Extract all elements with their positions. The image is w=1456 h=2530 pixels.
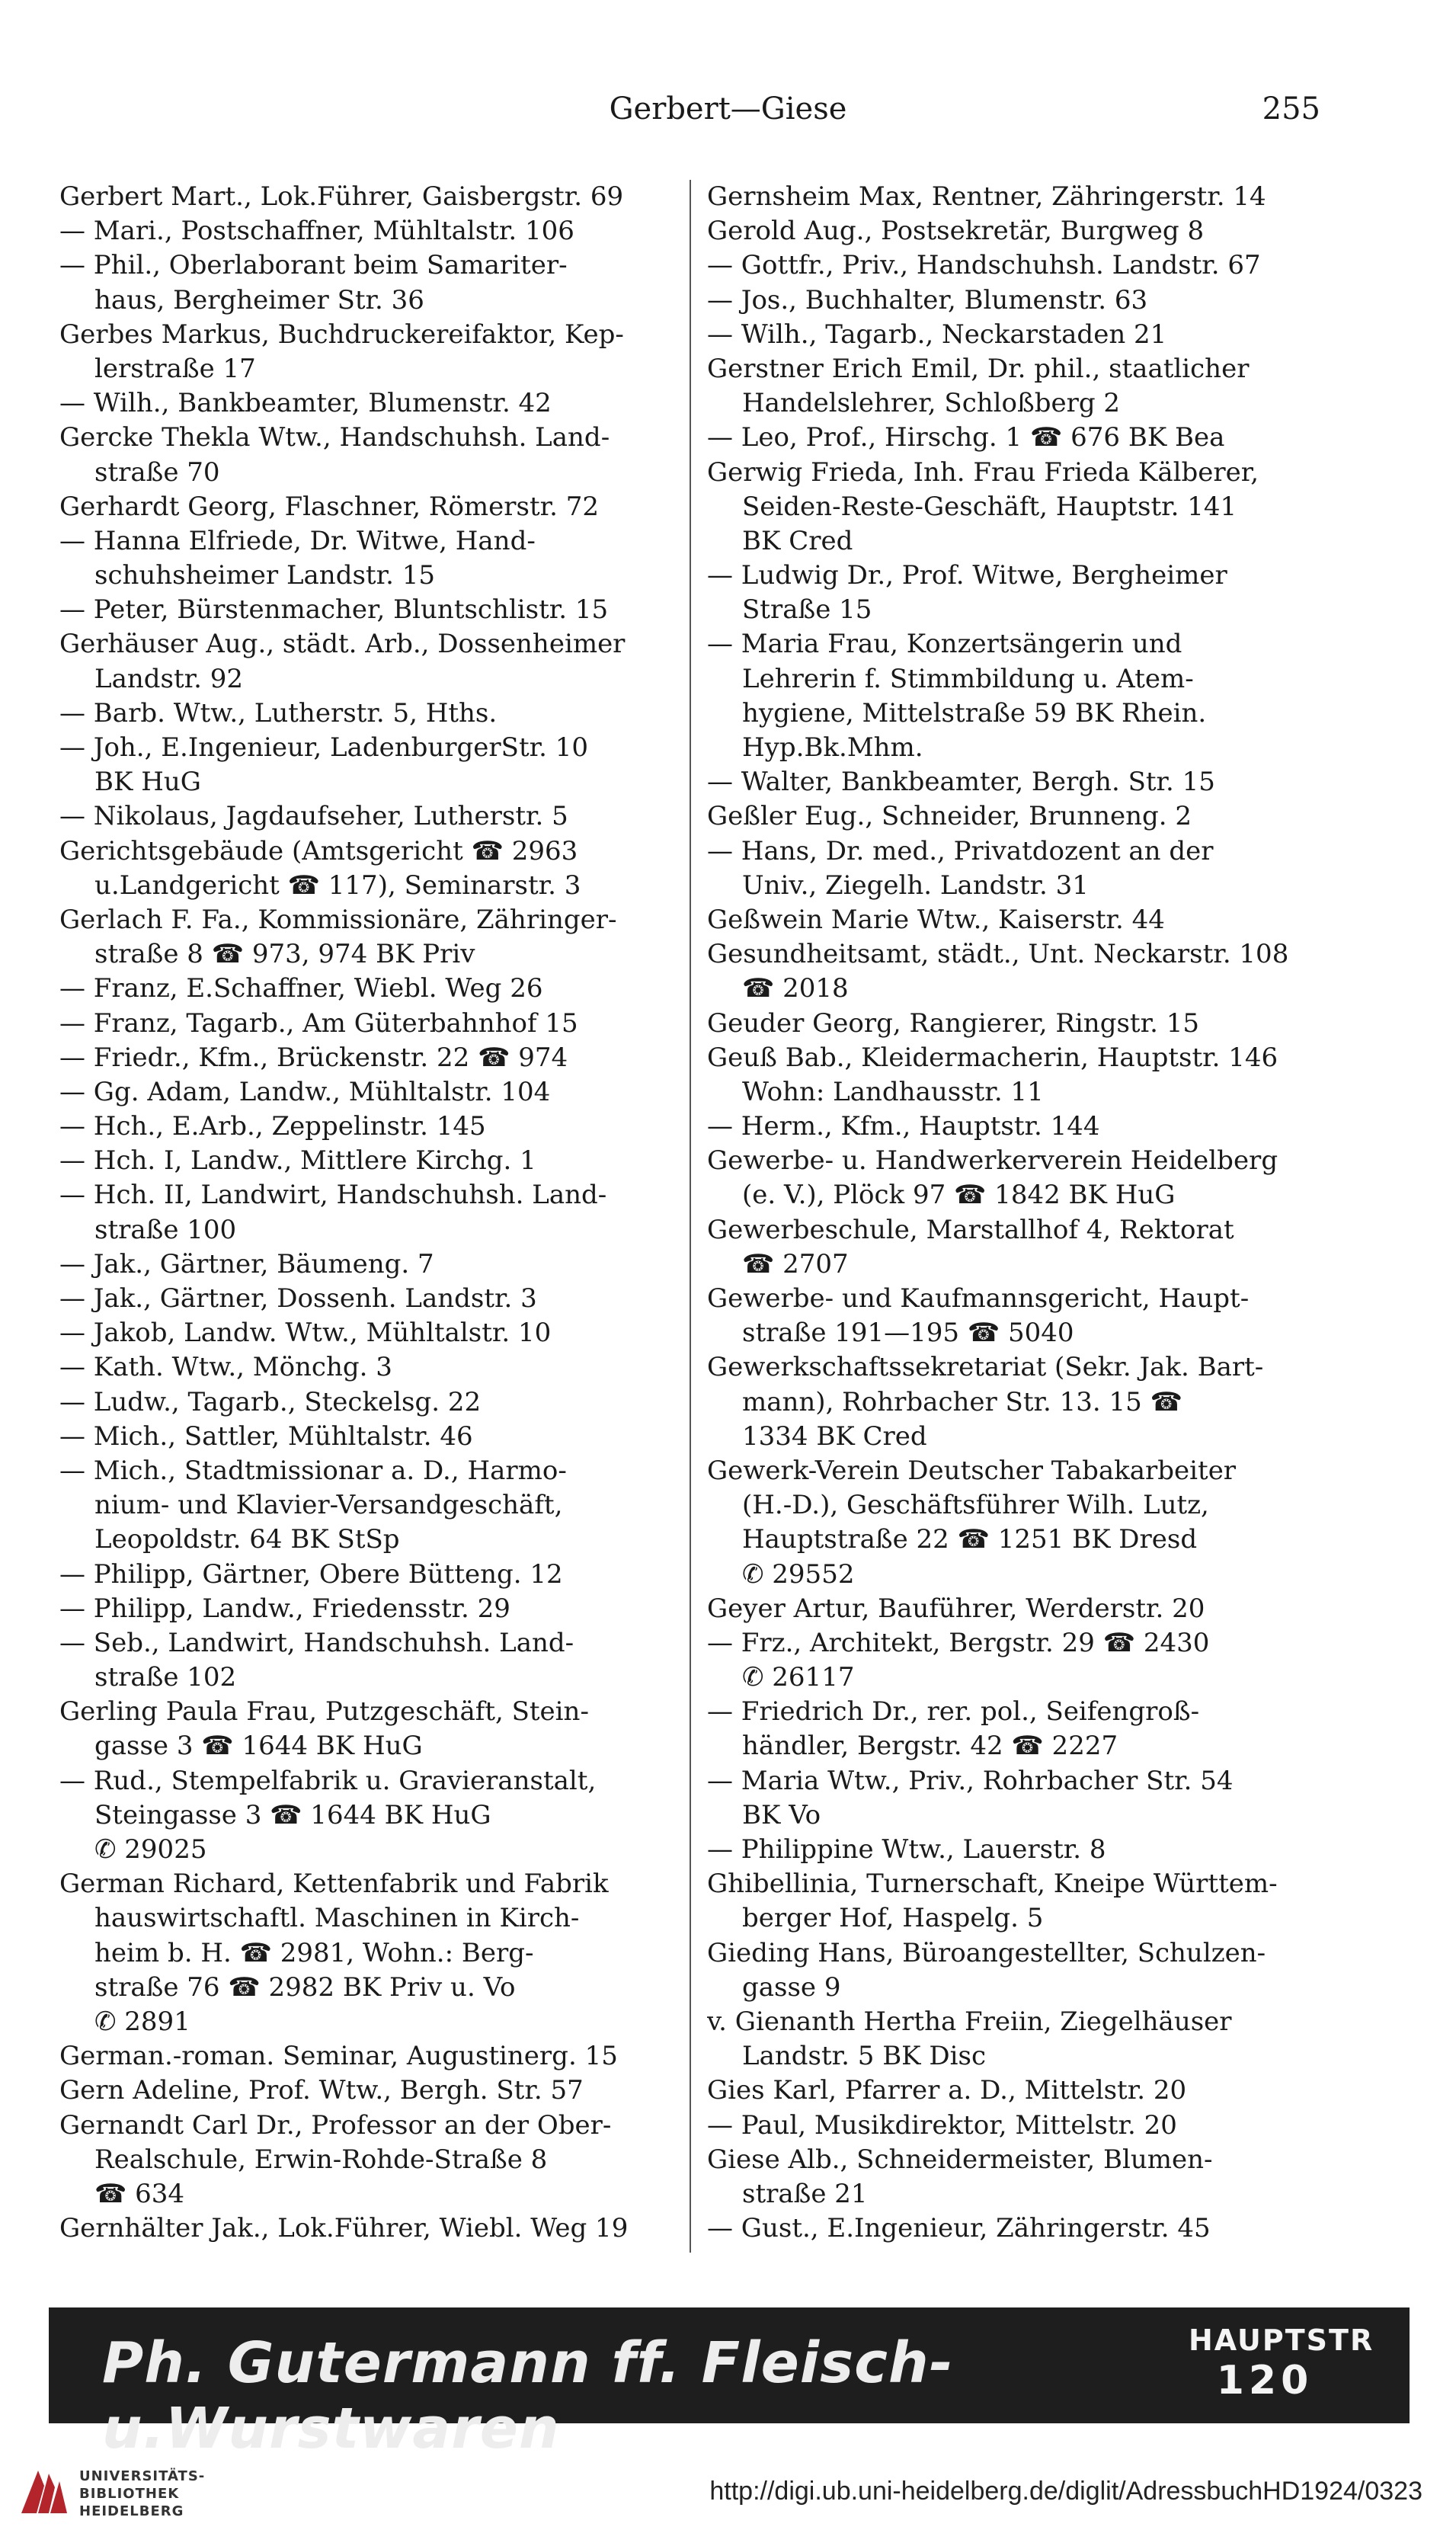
entry-line: Gerhäuser Aug., städt. Arb., Dossenheimer bbox=[59, 629, 626, 660]
entry-line: — Maria Wtw., Priv., Rohrbacher Str. 54 bbox=[707, 1765, 1234, 1796]
directory-entry bbox=[59, 1385, 684, 1420]
entry-line: Gerstner Erich Emil, Dr. phil., staatlicher bbox=[707, 353, 1250, 384]
entry-line: — Paul, Musikdirektor, Mittelstr. 20 bbox=[707, 2109, 1177, 2141]
directory-entry bbox=[707, 2074, 1324, 2108]
entry-line: gasse 9 bbox=[742, 1971, 841, 2003]
directory-entry bbox=[59, 1178, 684, 1247]
directory-entry bbox=[59, 731, 684, 799]
directory-entry bbox=[707, 1110, 1324, 1144]
entry-line: — Wilh., Tagarb., Neckarstaden 21 bbox=[707, 319, 1167, 350]
directory-entry bbox=[707, 799, 1324, 834]
directory-entry bbox=[707, 1213, 1324, 1282]
directory-entry bbox=[707, 1695, 1324, 1763]
directory-entry bbox=[59, 421, 684, 489]
directory-entry bbox=[59, 834, 684, 903]
directory-entry bbox=[59, 1007, 684, 1041]
directory-entry bbox=[707, 1454, 1324, 1592]
directory-entry bbox=[707, 2211, 1324, 2246]
directory-entry bbox=[59, 1247, 684, 1282]
entry-line: BK HuG bbox=[94, 767, 201, 798]
entry-line: Gernsheim Max, Rentner, Zähringerstr. 14 bbox=[707, 181, 1266, 212]
entry-line: — Hch. II, Landwirt, Handschuhsh. Land- bbox=[59, 1180, 607, 1211]
entry-line: gasse 3 ☎ 1644 BK HuG bbox=[94, 1731, 423, 1762]
directory-entry bbox=[59, 1075, 684, 1110]
entry-line: Wohn: Landhausstr. 11 bbox=[742, 1076, 1044, 1107]
directory-entry bbox=[59, 524, 684, 593]
directory-entry bbox=[59, 490, 684, 524]
entry-line: — Gust., E.Ingenieur, Zähringerstr. 45 bbox=[707, 2213, 1211, 2244]
directory-entry bbox=[707, 318, 1324, 352]
directory-entry bbox=[707, 421, 1324, 455]
directory-entry bbox=[707, 1041, 1324, 1110]
advertisement-house-number: 120 bbox=[1216, 2358, 1314, 2404]
directory-entry bbox=[707, 1592, 1324, 1626]
entry-line: Realschule, Erwin-Rohde-Straße 8 bbox=[94, 2144, 548, 2175]
entry-line: ✆ 26117 bbox=[742, 1662, 855, 1693]
entry-line: — Herm., Kfm., Hauptstr. 144 bbox=[707, 1111, 1100, 1142]
advertisement-address bbox=[1189, 2321, 1374, 2404]
entry-line: German Richard, Kettenfabrik und Fabrik bbox=[59, 1869, 609, 1900]
directory-entry bbox=[707, 1626, 1324, 1695]
entry-line: nium- und Klavier-Versandgeschäft, bbox=[94, 1490, 563, 1521]
entry-line: hauswirtschaftl. Maschinen in Kirch- bbox=[94, 1903, 580, 1934]
directory-entry bbox=[59, 318, 684, 386]
entry-line: Gerlach F. Fa., Kommissionäre, Zähringer- bbox=[59, 904, 617, 935]
directory-entry bbox=[59, 180, 684, 214]
directory-entry bbox=[59, 1558, 684, 1592]
directory-entry bbox=[707, 1282, 1324, 1350]
entry-line: — Friedr., Kfm., Brückenstr. 22 ☎ 974 bbox=[59, 1042, 568, 1073]
advertisement-banner bbox=[49, 2307, 1410, 2461]
directory-entry bbox=[707, 627, 1324, 765]
directory-entry bbox=[59, 1695, 684, 1763]
entry-line: Gerbes Markus, Buchdruckereifaktor, Kep- bbox=[59, 319, 624, 350]
entry-line: Gewerbe- u. Handwerkerverein Heidelberg bbox=[707, 1145, 1278, 1177]
directory-entry bbox=[59, 2109, 684, 2212]
entry-line: — Joh., E.Ingenieur, LadenburgerStr. 10 bbox=[59, 732, 589, 763]
entry-line: Gewerk-Verein Deutscher Tabakarbeiter bbox=[707, 1455, 1237, 1486]
directory-entry bbox=[707, 2005, 1324, 2074]
entry-line: ✆ 29552 bbox=[742, 1558, 855, 1590]
directory-entry bbox=[707, 248, 1324, 283]
page-footer bbox=[0, 2454, 1456, 2530]
entry-line: — Philipp, Landw., Friedensstr. 29 bbox=[59, 1593, 510, 1624]
directory-entry bbox=[59, 2074, 684, 2108]
directory-entry bbox=[59, 2211, 684, 2246]
directory-entry bbox=[707, 1007, 1324, 1041]
directory-entry bbox=[59, 1316, 684, 1350]
entry-line: Lehrerin f. Stimmbildung u. Atem- bbox=[742, 663, 1194, 694]
entry-line: lerstraße 17 bbox=[94, 353, 256, 384]
directory-entry bbox=[707, 765, 1324, 799]
entry-line: berger Hof, Haspelg. 5 bbox=[742, 1903, 1044, 1934]
entry-line: — Jakob, Landw. Wtw., Mühltalstr. 10 bbox=[59, 1318, 552, 1349]
source-url-link[interactable]: http://digi.ub.uni-heidelberg.de/diglit/AdressbuchHD1924/0323 bbox=[709, 2477, 1422, 2506]
entry-line: (H.-D.), Geschäftsführer Wilh. Lutz, bbox=[742, 1490, 1209, 1521]
entry-line: — Hch., E.Arb., Zeppelinstr. 145 bbox=[59, 1111, 486, 1142]
advertisement-street: HAUPTSTR bbox=[1189, 2323, 1374, 2357]
directory-entry bbox=[707, 352, 1324, 421]
directory-entry bbox=[707, 903, 1324, 937]
entry-line: straße 21 bbox=[742, 2178, 868, 2209]
directory-entry bbox=[707, 1764, 1324, 1833]
entry-line: — Hanna Elfriede, Dr. Witwe, Hand- bbox=[59, 525, 536, 556]
entry-line: Gerwig Frieda, Inh. Frau Frieda Kälberer, bbox=[707, 456, 1259, 488]
entry-line: Geyer Artur, Bauführer, Werderstr. 20 bbox=[707, 1593, 1205, 1624]
entry-line: Leopoldstr. 64 BK StSp bbox=[94, 1524, 400, 1555]
entry-line: — Jak., Gärtner, Bäumeng. 7 bbox=[59, 1248, 434, 1279]
entry-line: — Maria Frau, Konzertsängerin und bbox=[707, 629, 1182, 660]
page-title: Gerbert—Giese bbox=[609, 91, 847, 126]
directory-entry bbox=[59, 1454, 684, 1558]
entry-line: — Leo, Prof., Hirschg. 1 ☎ 676 BK Bea bbox=[707, 422, 1225, 453]
entry-line: — Mich., Sattler, Mühltalstr. 46 bbox=[59, 1420, 473, 1452]
entry-line: v. Gienanth Hertha Freiin, Ziegelhäuser bbox=[707, 2006, 1232, 2037]
entry-line: Gewerbe- und Kaufmannsgericht, Haupt- bbox=[707, 1283, 1250, 1314]
directory-entry bbox=[59, 1110, 684, 1144]
directory-entry bbox=[59, 1420, 684, 1454]
entry-line: Gernandt Carl Dr., Professor an der Ober- bbox=[59, 2109, 612, 2141]
entry-line: ☎ 2707 bbox=[742, 1248, 849, 1279]
entry-line: Landstr. 5 BK Disc bbox=[742, 2041, 987, 2072]
directory-entry bbox=[59, 1867, 684, 2039]
directory-entry bbox=[59, 1041, 684, 1075]
entry-line: Ghibellinia, Turnerschaft, Kneipe Württem- bbox=[707, 1869, 1278, 1900]
left-column bbox=[59, 180, 684, 2246]
entry-line: händler, Bergstr. 42 ☎ 2227 bbox=[742, 1731, 1118, 1762]
directory-entry bbox=[707, 456, 1324, 559]
entry-line: Gieding Hans, Büroangestellter, Schulzen- bbox=[707, 1937, 1266, 1968]
entry-line: — Ludw., Tagarb., Steckelsg. 22 bbox=[59, 1386, 482, 1417]
directory-entry bbox=[59, 1764, 684, 1868]
entry-line: — Nikolaus, Jagdaufseher, Lutherstr. 5 bbox=[59, 801, 568, 832]
entry-line: Straße 15 bbox=[742, 594, 872, 626]
entry-line: straße 100 bbox=[94, 1214, 237, 1245]
entry-line: haus, Bergheimer Str. 36 bbox=[94, 284, 424, 315]
entry-line: — Hch. I, Landw., Mittlere Kirchg. 1 bbox=[59, 1145, 536, 1177]
entry-line: Landstr. 92 bbox=[94, 663, 244, 694]
entry-line: — Mari., Postschaffner, Mühltalstr. 106 bbox=[59, 216, 574, 247]
entry-line: — Mich., Stadtmissionar a. D., Harmo- bbox=[59, 1455, 567, 1486]
directory-entry bbox=[707, 937, 1324, 1006]
directory-entry bbox=[59, 697, 684, 731]
entry-line: — Phil., Oberlaborant beim Samariter- bbox=[59, 250, 568, 281]
directory-entry bbox=[59, 1626, 684, 1695]
entry-line: Gercke Thekla Wtw., Handschuhsh. Land- bbox=[59, 422, 610, 453]
entry-line: ☎ 2018 bbox=[742, 973, 849, 1004]
entry-line: Steingasse 3 ☎ 1644 BK HuG bbox=[94, 1799, 491, 1830]
entry-line: — Kath. Wtw., Mönchg. 3 bbox=[59, 1352, 392, 1383]
entry-line: Geuder Georg, Rangierer, Ringstr. 15 bbox=[707, 1007, 1199, 1039]
directory-entry bbox=[59, 1592, 684, 1626]
entry-line: — Peter, Bürstenmacher, Bluntschlistr. 15 bbox=[59, 594, 609, 626]
entry-line: BK Cred bbox=[742, 525, 853, 556]
entry-line: — Philipp, Gärtner, Obere Bütteng. 12 bbox=[59, 1558, 563, 1590]
entry-line: straße 8 ☎ 973, 974 BK Priv bbox=[94, 939, 475, 970]
entry-line: Gerbert Mart., Lok.Führer, Gaisbergstr. 69 bbox=[59, 181, 624, 212]
entry-line: Gernhälter Jak., Lok.Führer, Wiebl. Weg 19 bbox=[59, 2213, 629, 2244]
university-library-logo-icon bbox=[15, 2463, 72, 2519]
entry-line: Hauptstraße 22 ☎ 1251 BK Dresd bbox=[742, 1524, 1198, 1555]
advertisement-text: Ph. Gutermann ff. Fleisch-u.Wurstwaren bbox=[102, 2330, 954, 2461]
column-divider bbox=[690, 180, 691, 2253]
directory-entry bbox=[59, 593, 684, 627]
directory-entry bbox=[707, 1350, 1324, 1454]
entry-line: BK Vo bbox=[742, 1799, 821, 1830]
directory-entry bbox=[707, 834, 1324, 903]
directory-entry bbox=[707, 180, 1324, 214]
entry-line: — Seb., Landwirt, Handschuhsh. Land- bbox=[59, 1627, 574, 1658]
entry-line: Gerling Paula Frau, Putzgeschäft, Stein- bbox=[59, 1696, 589, 1728]
entry-line: — Gg. Adam, Landw., Mühltalstr. 104 bbox=[59, 1076, 551, 1107]
entry-line: Geßler Eug., Schneider, Brunneng. 2 bbox=[707, 801, 1192, 832]
right-column bbox=[707, 180, 1324, 2246]
entry-line: ☎ 634 bbox=[94, 2178, 185, 2209]
directory-entry bbox=[59, 799, 684, 834]
directory-entry bbox=[707, 1867, 1324, 1936]
entry-line: Geßwein Marie Wtw., Kaiserstr. 44 bbox=[707, 904, 1165, 935]
page-number: 255 bbox=[1262, 91, 1320, 126]
entry-line: Gerold Aug., Postsekretär, Burgweg 8 bbox=[707, 216, 1205, 247]
entry-line: Handelslehrer, Schloßberg 2 bbox=[742, 388, 1121, 419]
entry-line: hygiene, Mittelstraße 59 BK Rhein. bbox=[742, 697, 1207, 729]
directory-entry bbox=[59, 903, 684, 972]
entry-line: Univ., Ziegelh. Landstr. 31 bbox=[742, 869, 1089, 901]
directory-entry bbox=[59, 972, 684, 1006]
directory-entry bbox=[707, 2143, 1324, 2211]
entry-line: — Frz., Architekt, Bergstr. 29 ☎ 2430 bbox=[707, 1627, 1210, 1658]
entry-line: — Hans, Dr. med., Privatdozent an der bbox=[707, 835, 1214, 866]
entry-line: — Franz, Tagarb., Am Güterbahnhof 15 bbox=[59, 1007, 578, 1039]
entry-line: — Franz, E.Schaffner, Wiebl. Weg 26 bbox=[59, 973, 543, 1004]
entry-line: ✆ 29025 bbox=[94, 1834, 207, 1865]
entry-line: — Philippine Wtw., Lauerstr. 8 bbox=[707, 1834, 1106, 1865]
entry-line: Geuß Bab., Kleidermacherin, Hauptstr. 146 bbox=[707, 1042, 1278, 1073]
entry-line: — Gottfr., Priv., Handschuhsh. Landstr. 67 bbox=[707, 250, 1261, 281]
entry-line: Gies Karl, Pfarrer a. D., Mittelstr. 20 bbox=[707, 2075, 1187, 2106]
directory-entry bbox=[707, 559, 1324, 627]
entry-line: — Jak., Gärtner, Dossenh. Landstr. 3 bbox=[59, 1283, 537, 1314]
page-header bbox=[0, 91, 1456, 137]
entry-line: Hyp.Bk.Mhm. bbox=[742, 732, 923, 763]
entry-line: — Barb. Wtw., Lutherstr. 5, Hths. bbox=[59, 697, 498, 729]
entry-line: u.Landgericht ☎ 117), Seminarstr. 3 bbox=[94, 869, 581, 901]
entry-line: straße 70 bbox=[94, 456, 220, 488]
entry-line: — Jos., Buchhalter, Blumenstr. 63 bbox=[707, 284, 1148, 315]
entry-line: (e. V.), Plöck 97 ☎ 1842 BK HuG bbox=[742, 1180, 1176, 1211]
entry-line: Gerhardt Georg, Flaschner, Römerstr. 72 bbox=[59, 491, 600, 522]
directory-entry bbox=[59, 214, 684, 248]
entry-line: Gewerbeschule, Marstallhof 4, Rektorat bbox=[707, 1214, 1234, 1245]
directory-entry bbox=[59, 1282, 684, 1316]
entry-line: 1334 BK Cred bbox=[742, 1420, 927, 1452]
entry-line: — Walter, Bankbeamter, Bergh. Str. 15 bbox=[707, 767, 1215, 798]
entry-line: Gerichtsgebäude (Amtsgericht ☎ 2963 bbox=[59, 835, 578, 866]
directory-entry bbox=[59, 1144, 684, 1178]
entry-line: — Ludwig Dr., Prof. Witwe, Bergheimer bbox=[707, 560, 1227, 591]
directory-entry bbox=[707, 1144, 1324, 1212]
directory-entry bbox=[59, 386, 684, 421]
directory-entry bbox=[59, 1350, 684, 1385]
entry-line: Seiden-Reste-Geschäft, Hauptstr. 141 bbox=[742, 491, 1237, 522]
directory-entry bbox=[707, 2109, 1324, 2143]
entry-line: — Friedrich Dr., rer. pol., Seifengroß- bbox=[707, 1696, 1200, 1728]
directory-entry bbox=[707, 283, 1324, 318]
directory-entry bbox=[707, 1833, 1324, 1867]
directory-entry bbox=[707, 214, 1324, 248]
entry-line: Gesundheitsamt, städt., Unt. Neckarstr. 108 bbox=[707, 939, 1289, 970]
entry-line: straße 76 ☎ 2982 BK Priv u. Vo bbox=[94, 1971, 516, 2003]
directory-entry bbox=[59, 2039, 684, 2074]
entry-line: Gewerkschaftssekretariat (Sekr. Jak. Bart- bbox=[707, 1352, 1264, 1383]
entry-line: — Wilh., Bankbeamter, Blumenstr. 42 bbox=[59, 388, 552, 419]
entry-line: German.-roman. Seminar, Augustinerg. 15 bbox=[59, 2041, 618, 2072]
entry-line: — Rud., Stempelfabrik u. Gravieranstalt, bbox=[59, 1765, 597, 1796]
entry-line: Giese Alb., Schneidermeister, Blumen- bbox=[707, 2144, 1213, 2175]
directory-entry bbox=[59, 248, 684, 317]
entry-line: schuhsheimer Landstr. 15 bbox=[94, 560, 435, 591]
entry-line: heim b. H. ☎ 2981, Wohn.: Berg- bbox=[94, 1937, 534, 1968]
directory-entry bbox=[707, 1936, 1324, 2005]
entry-line: straße 191—195 ☎ 5040 bbox=[742, 1318, 1074, 1349]
entry-line: ✆ 2891 bbox=[94, 2006, 190, 2037]
directory-entry bbox=[59, 627, 684, 696]
library-name: UNIVERSITÄTS- BIBLIOTHEK HEIDELBERG bbox=[79, 2468, 206, 2519]
entry-line: straße 102 bbox=[94, 1662, 237, 1693]
entry-line: Gern Adeline, Prof. Wtw., Bergh. Str. 57 bbox=[59, 2075, 584, 2106]
entry-line: mann), Rohrbacher Str. 13. 15 ☎ bbox=[742, 1386, 1182, 1417]
